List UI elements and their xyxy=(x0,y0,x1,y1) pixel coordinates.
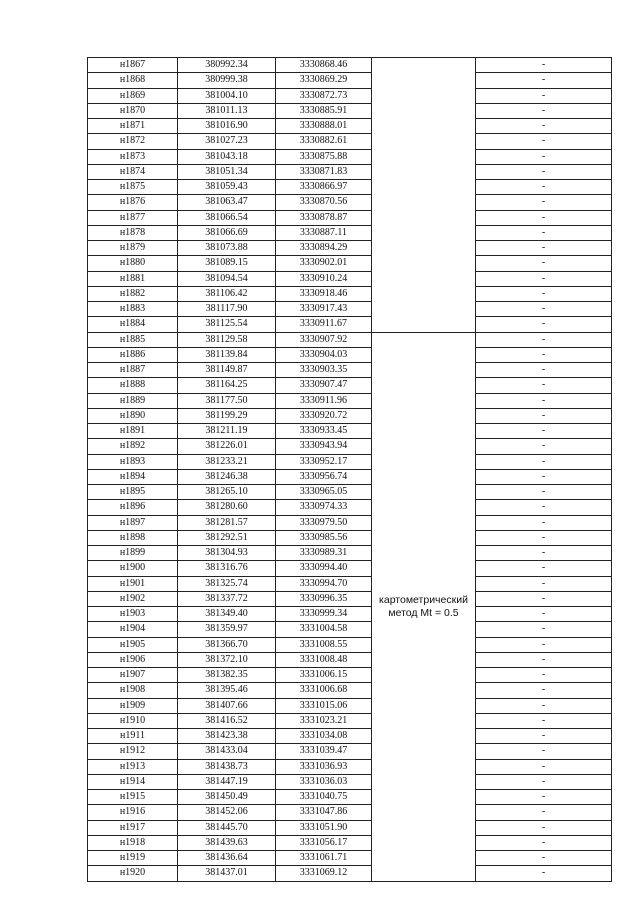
coordinates-table xyxy=(87,57,612,882)
accuracy-cell: - xyxy=(476,576,612,591)
point-id-cell: н1904 xyxy=(88,622,178,637)
table-row xyxy=(88,271,612,286)
table-row xyxy=(88,469,612,484)
point-id-cell: н1910 xyxy=(88,713,178,728)
y-coordinate-cell: 3330868.46 xyxy=(276,58,372,73)
point-id-cell: н1871 xyxy=(88,119,178,134)
accuracy-cell: - xyxy=(476,241,612,256)
accuracy-cell: - xyxy=(476,439,612,454)
x-coordinate-cell: 381450.49 xyxy=(178,790,276,805)
table-row xyxy=(88,759,612,774)
point-id-cell: н1918 xyxy=(88,835,178,850)
table-row xyxy=(88,119,612,134)
point-id-cell: н1883 xyxy=(88,302,178,317)
table-row xyxy=(88,210,612,225)
table-row xyxy=(88,332,612,347)
table-row xyxy=(88,241,612,256)
table-row xyxy=(88,622,612,637)
y-coordinate-cell: 3330999.34 xyxy=(276,607,372,622)
table-row xyxy=(88,591,612,606)
y-coordinate-cell: 3331015.06 xyxy=(276,698,372,713)
y-coordinate-cell: 3330904.03 xyxy=(276,347,372,362)
accuracy-cell: - xyxy=(476,591,612,606)
table-row xyxy=(88,790,612,805)
method-cell-empty xyxy=(372,58,476,333)
y-coordinate-cell: 3330907.92 xyxy=(276,332,372,347)
table-row xyxy=(88,668,612,683)
y-coordinate-cell: 3330989.31 xyxy=(276,546,372,561)
x-coordinate-cell: 381246.38 xyxy=(178,469,276,484)
table-row xyxy=(88,180,612,195)
x-coordinate-cell: 381004.10 xyxy=(178,88,276,103)
point-id-cell: н1912 xyxy=(88,744,178,759)
accuracy-cell: - xyxy=(476,790,612,805)
x-coordinate-cell: 381059.43 xyxy=(178,180,276,195)
table-row xyxy=(88,500,612,515)
point-id-cell: н1868 xyxy=(88,73,178,88)
accuracy-cell: - xyxy=(476,424,612,439)
point-id-cell: н1908 xyxy=(88,683,178,698)
accuracy-cell: - xyxy=(476,683,612,698)
point-id-cell: н1902 xyxy=(88,591,178,606)
table-row xyxy=(88,820,612,835)
accuracy-cell: - xyxy=(476,668,612,683)
point-id-cell: н1909 xyxy=(88,698,178,713)
point-id-cell: н1876 xyxy=(88,195,178,210)
y-coordinate-cell: 3331006.68 xyxy=(276,683,372,698)
x-coordinate-cell: 381325.74 xyxy=(178,576,276,591)
point-id-cell: н1906 xyxy=(88,652,178,667)
point-id-cell: н1903 xyxy=(88,607,178,622)
table-row xyxy=(88,286,612,301)
y-coordinate-cell: 3330918.46 xyxy=(276,286,372,301)
point-id-cell: н1889 xyxy=(88,393,178,408)
x-coordinate-cell: 381016.90 xyxy=(178,119,276,134)
y-coordinate-cell: 3331034.08 xyxy=(276,729,372,744)
accuracy-cell: - xyxy=(476,774,612,789)
accuracy-cell: - xyxy=(476,271,612,286)
point-id-cell: н1873 xyxy=(88,149,178,164)
accuracy-cell: - xyxy=(476,866,612,881)
x-coordinate-cell: 381094.54 xyxy=(178,271,276,286)
x-coordinate-cell: 381066.69 xyxy=(178,225,276,240)
accuracy-cell: - xyxy=(476,164,612,179)
y-coordinate-cell: 3331008.55 xyxy=(276,637,372,652)
x-coordinate-cell: 381106.42 xyxy=(178,286,276,301)
accuracy-cell: - xyxy=(476,485,612,500)
accuracy-cell: - xyxy=(476,378,612,393)
x-coordinate-cell: 381452.06 xyxy=(178,805,276,820)
x-coordinate-cell: 381027.23 xyxy=(178,134,276,149)
x-coordinate-cell: 381043.18 xyxy=(178,149,276,164)
accuracy-cell: - xyxy=(476,302,612,317)
y-coordinate-cell: 3331051.90 xyxy=(276,820,372,835)
table-row xyxy=(88,88,612,103)
y-coordinate-cell: 3330902.01 xyxy=(276,256,372,271)
table-row xyxy=(88,637,612,652)
point-id-cell: н1880 xyxy=(88,256,178,271)
accuracy-cell: - xyxy=(476,454,612,469)
y-coordinate-cell: 3331040.75 xyxy=(276,790,372,805)
table-row xyxy=(88,58,612,73)
point-id-cell: н1878 xyxy=(88,225,178,240)
table-row xyxy=(88,149,612,164)
y-coordinate-cell: 3330907.47 xyxy=(276,378,372,393)
table-row xyxy=(88,302,612,317)
y-coordinate-cell: 3330996.35 xyxy=(276,591,372,606)
y-coordinate-cell: 3331036.03 xyxy=(276,774,372,789)
point-id-cell: н1900 xyxy=(88,561,178,576)
table-row xyxy=(88,576,612,591)
point-id-cell: н1887 xyxy=(88,363,178,378)
coordinates-table-body xyxy=(88,58,612,882)
x-coordinate-cell: 381063.47 xyxy=(178,195,276,210)
point-id-cell: н1875 xyxy=(88,180,178,195)
point-id-cell: н1911 xyxy=(88,729,178,744)
point-id-cell: н1920 xyxy=(88,866,178,881)
y-coordinate-cell: 3330985.56 xyxy=(276,530,372,545)
y-coordinate-cell: 3331039.47 xyxy=(276,744,372,759)
accuracy-cell: - xyxy=(476,637,612,652)
x-coordinate-cell: 381117.90 xyxy=(178,302,276,317)
accuracy-cell: - xyxy=(476,73,612,88)
point-id-cell: н1893 xyxy=(88,454,178,469)
y-coordinate-cell: 3330894.29 xyxy=(276,241,372,256)
y-coordinate-cell: 3330871.83 xyxy=(276,164,372,179)
x-coordinate-cell: 381372.10 xyxy=(178,652,276,667)
table-row xyxy=(88,225,612,240)
accuracy-cell: - xyxy=(476,149,612,164)
table-row xyxy=(88,103,612,118)
accuracy-cell: - xyxy=(476,607,612,622)
table-row xyxy=(88,851,612,866)
table-row xyxy=(88,347,612,362)
table-row xyxy=(88,805,612,820)
y-coordinate-cell: 3331023.21 xyxy=(276,713,372,728)
point-id-cell: н1901 xyxy=(88,576,178,591)
y-coordinate-cell: 3330903.35 xyxy=(276,363,372,378)
table-row xyxy=(88,835,612,850)
accuracy-cell: - xyxy=(476,347,612,362)
accuracy-cell: - xyxy=(476,713,612,728)
y-coordinate-cell: 3330911.67 xyxy=(276,317,372,332)
accuracy-cell: - xyxy=(476,195,612,210)
y-coordinate-cell: 3330974.33 xyxy=(276,500,372,515)
y-coordinate-cell: 3330943.94 xyxy=(276,439,372,454)
accuracy-cell: - xyxy=(476,729,612,744)
y-coordinate-cell: 3330911.96 xyxy=(276,393,372,408)
y-coordinate-cell: 3331056.17 xyxy=(276,835,372,850)
table-row xyxy=(88,393,612,408)
x-coordinate-cell: 381445.70 xyxy=(178,820,276,835)
point-id-cell: н1915 xyxy=(88,790,178,805)
table-row xyxy=(88,424,612,439)
table-row xyxy=(88,713,612,728)
y-coordinate-cell: 3330869.29 xyxy=(276,73,372,88)
y-coordinate-cell: 3330952.17 xyxy=(276,454,372,469)
y-coordinate-cell: 3331061.71 xyxy=(276,851,372,866)
point-id-cell: н1896 xyxy=(88,500,178,515)
point-id-cell: н1894 xyxy=(88,469,178,484)
x-coordinate-cell: 381366.70 xyxy=(178,637,276,652)
table-row xyxy=(88,454,612,469)
table-row xyxy=(88,729,612,744)
table-row xyxy=(88,439,612,454)
y-coordinate-cell: 3331069.12 xyxy=(276,866,372,881)
accuracy-cell: - xyxy=(476,408,612,423)
accuracy-cell: - xyxy=(476,500,612,515)
y-coordinate-cell: 3331047.86 xyxy=(276,805,372,820)
table-row xyxy=(88,698,612,713)
x-coordinate-cell: 381073.88 xyxy=(178,241,276,256)
x-coordinate-cell: 381011.13 xyxy=(178,103,276,118)
point-id-cell: н1913 xyxy=(88,759,178,774)
x-coordinate-cell: 381129.58 xyxy=(178,332,276,347)
point-id-cell: н1869 xyxy=(88,88,178,103)
accuracy-cell: - xyxy=(476,180,612,195)
accuracy-cell: - xyxy=(476,58,612,73)
x-coordinate-cell: 381433.04 xyxy=(178,744,276,759)
accuracy-cell: - xyxy=(476,393,612,408)
accuracy-cell: - xyxy=(476,652,612,667)
point-id-cell: н1888 xyxy=(88,378,178,393)
accuracy-cell: - xyxy=(476,469,612,484)
x-coordinate-cell: 381265.10 xyxy=(178,485,276,500)
point-id-cell: н1919 xyxy=(88,851,178,866)
point-id-cell: н1882 xyxy=(88,286,178,301)
accuracy-cell: - xyxy=(476,805,612,820)
point-id-cell: н1870 xyxy=(88,103,178,118)
point-id-cell: н1886 xyxy=(88,347,178,362)
accuracy-cell: - xyxy=(476,332,612,347)
x-coordinate-cell: 381447.19 xyxy=(178,774,276,789)
point-id-cell: н1867 xyxy=(88,58,178,73)
point-id-cell: н1907 xyxy=(88,668,178,683)
x-coordinate-cell: 381349.40 xyxy=(178,607,276,622)
table-row xyxy=(88,378,612,393)
y-coordinate-cell: 3330866.97 xyxy=(276,180,372,195)
accuracy-cell: - xyxy=(476,363,612,378)
y-coordinate-cell: 3330910.24 xyxy=(276,271,372,286)
y-coordinate-cell: 3330917.43 xyxy=(276,302,372,317)
point-id-cell: н1917 xyxy=(88,820,178,835)
table-row xyxy=(88,774,612,789)
point-id-cell: н1898 xyxy=(88,530,178,545)
point-id-cell: н1885 xyxy=(88,332,178,347)
table-row xyxy=(88,866,612,881)
x-coordinate-cell: 381423.38 xyxy=(178,729,276,744)
point-id-cell: н1890 xyxy=(88,408,178,423)
y-coordinate-cell: 3330994.70 xyxy=(276,576,372,591)
accuracy-cell: - xyxy=(476,256,612,271)
x-coordinate-cell: 381439.63 xyxy=(178,835,276,850)
table-row xyxy=(88,652,612,667)
method-cell xyxy=(372,332,476,881)
x-coordinate-cell: 381359.97 xyxy=(178,622,276,637)
accuracy-cell: - xyxy=(476,515,612,530)
x-coordinate-cell: 381438.73 xyxy=(178,759,276,774)
accuracy-cell: - xyxy=(476,88,612,103)
x-coordinate-cell: 380999.38 xyxy=(178,73,276,88)
x-coordinate-cell: 381304.93 xyxy=(178,546,276,561)
table-row xyxy=(88,363,612,378)
x-coordinate-cell: 381437.01 xyxy=(178,866,276,881)
y-coordinate-cell: 3330994.40 xyxy=(276,561,372,576)
accuracy-cell: - xyxy=(476,546,612,561)
point-id-cell: н1899 xyxy=(88,546,178,561)
x-coordinate-cell: 381149.87 xyxy=(178,363,276,378)
table-row xyxy=(88,317,612,332)
point-id-cell: н1879 xyxy=(88,241,178,256)
y-coordinate-cell: 3330885.91 xyxy=(276,103,372,118)
x-coordinate-cell: 381051.34 xyxy=(178,164,276,179)
y-coordinate-cell: 3330887.11 xyxy=(276,225,372,240)
table-row xyxy=(88,683,612,698)
x-coordinate-cell: 381280.60 xyxy=(178,500,276,515)
accuracy-cell: - xyxy=(476,622,612,637)
x-coordinate-cell: 381139.84 xyxy=(178,347,276,362)
method-label: картометрический метод Mt = 0.5 xyxy=(379,593,468,619)
accuracy-cell: - xyxy=(476,225,612,240)
x-coordinate-cell: 381177.50 xyxy=(178,393,276,408)
table-row xyxy=(88,164,612,179)
accuracy-cell: - xyxy=(476,835,612,850)
point-id-cell: н1872 xyxy=(88,134,178,149)
y-coordinate-cell: 3330878.87 xyxy=(276,210,372,225)
accuracy-cell: - xyxy=(476,134,612,149)
point-id-cell: н1914 xyxy=(88,774,178,789)
x-coordinate-cell: 381436.64 xyxy=(178,851,276,866)
table-row xyxy=(88,515,612,530)
point-id-cell: н1891 xyxy=(88,424,178,439)
y-coordinate-cell: 3330920.72 xyxy=(276,408,372,423)
x-coordinate-cell: 381125.54 xyxy=(178,317,276,332)
accuracy-cell: - xyxy=(476,530,612,545)
x-coordinate-cell: 381233.21 xyxy=(178,454,276,469)
y-coordinate-cell: 3330872.73 xyxy=(276,88,372,103)
point-id-cell: н1916 xyxy=(88,805,178,820)
x-coordinate-cell: 381164.25 xyxy=(178,378,276,393)
accuracy-cell: - xyxy=(476,744,612,759)
point-id-cell: н1884 xyxy=(88,317,178,332)
accuracy-cell: - xyxy=(476,561,612,576)
x-coordinate-cell: 381211.19 xyxy=(178,424,276,439)
point-id-cell: н1892 xyxy=(88,439,178,454)
accuracy-cell: - xyxy=(476,103,612,118)
x-coordinate-cell: 381226.01 xyxy=(178,439,276,454)
y-coordinate-cell: 3330979.50 xyxy=(276,515,372,530)
y-coordinate-cell: 3331008.48 xyxy=(276,652,372,667)
table-row xyxy=(88,744,612,759)
x-coordinate-cell: 381292.51 xyxy=(178,530,276,545)
point-id-cell: н1877 xyxy=(88,210,178,225)
x-coordinate-cell: 381337.72 xyxy=(178,591,276,606)
x-coordinate-cell: 381395.46 xyxy=(178,683,276,698)
accuracy-cell: - xyxy=(476,210,612,225)
table-row xyxy=(88,607,612,622)
accuracy-cell: - xyxy=(476,759,612,774)
table-row xyxy=(88,485,612,500)
x-coordinate-cell: 381066.54 xyxy=(178,210,276,225)
x-coordinate-cell: 381281.57 xyxy=(178,515,276,530)
accuracy-cell: - xyxy=(476,851,612,866)
point-id-cell: н1895 xyxy=(88,485,178,500)
point-id-cell: н1874 xyxy=(88,164,178,179)
y-coordinate-cell: 3330875.88 xyxy=(276,149,372,164)
y-coordinate-cell: 3331006.15 xyxy=(276,668,372,683)
accuracy-cell: - xyxy=(476,119,612,134)
table-row xyxy=(88,561,612,576)
y-coordinate-cell: 3330882.61 xyxy=(276,134,372,149)
table-row xyxy=(88,73,612,88)
x-coordinate-cell: 381407.66 xyxy=(178,698,276,713)
x-coordinate-cell: 381416.52 xyxy=(178,713,276,728)
accuracy-cell: - xyxy=(476,286,612,301)
point-id-cell: н1905 xyxy=(88,637,178,652)
x-coordinate-cell: 381382.35 xyxy=(178,668,276,683)
accuracy-cell: - xyxy=(476,820,612,835)
table-row xyxy=(88,408,612,423)
y-coordinate-cell: 3330870.56 xyxy=(276,195,372,210)
y-coordinate-cell: 3330933.45 xyxy=(276,424,372,439)
y-coordinate-cell: 3330888.01 xyxy=(276,119,372,134)
y-coordinate-cell: 3331004.58 xyxy=(276,622,372,637)
table-row xyxy=(88,195,612,210)
table-row xyxy=(88,256,612,271)
point-id-cell: н1881 xyxy=(88,271,178,286)
table-row xyxy=(88,134,612,149)
y-coordinate-cell: 3330956.74 xyxy=(276,469,372,484)
table-row xyxy=(88,546,612,561)
y-coordinate-cell: 3330965.05 xyxy=(276,485,372,500)
x-coordinate-cell: 380992.34 xyxy=(178,58,276,73)
x-coordinate-cell: 381089.15 xyxy=(178,256,276,271)
y-coordinate-cell: 3331036.93 xyxy=(276,759,372,774)
accuracy-cell: - xyxy=(476,698,612,713)
x-coordinate-cell: 381199.29 xyxy=(178,408,276,423)
accuracy-cell: - xyxy=(476,317,612,332)
x-coordinate-cell: 381316.76 xyxy=(178,561,276,576)
point-id-cell: н1897 xyxy=(88,515,178,530)
table-row xyxy=(88,530,612,545)
